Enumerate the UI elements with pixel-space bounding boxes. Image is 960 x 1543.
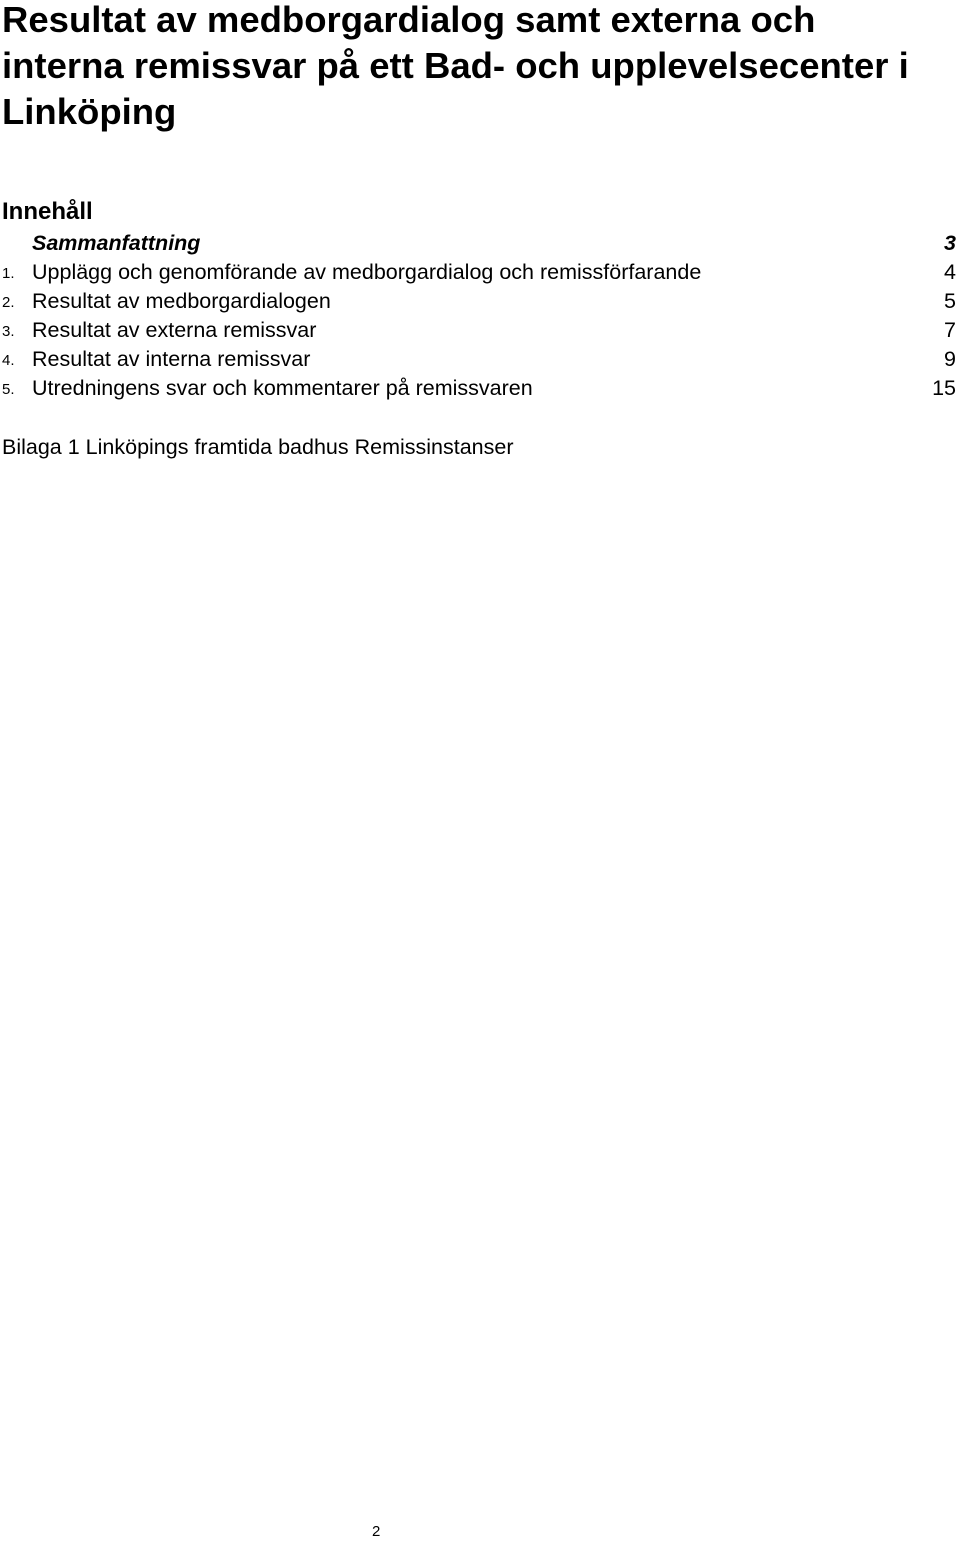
appendix-reference: Bilaga 1 Linköpings framtida badhus Remissinstanser — [2, 435, 514, 459]
toc-entry-page: 9 — [944, 347, 956, 371]
toc-entry-title: Resultat av externa remissvar — [32, 318, 317, 342]
toc-entry-2[interactable] — [0, 287, 958, 316]
toc-entry-5[interactable] — [0, 374, 958, 403]
toc-heading: Innehåll — [2, 198, 93, 225]
toc-entry-page: 5 — [944, 289, 956, 313]
toc-entry-title: Resultat av interna remissvar — [32, 347, 311, 371]
toc-entry-title: Upplägg och genomförande av medborgardialog och remissförfarande — [32, 260, 702, 284]
table-of-contents — [0, 229, 958, 403]
toc-entry-page: 4 — [944, 260, 956, 284]
toc-entry-4[interactable] — [0, 345, 958, 374]
toc-entry-summary[interactable] — [0, 229, 958, 258]
toc-entry-1[interactable] — [0, 258, 958, 287]
toc-entry-number: 5. — [2, 381, 15, 398]
toc-entry-number: 2. — [2, 294, 15, 311]
toc-entry-title: Sammanfattning — [32, 231, 201, 255]
toc-entry-title: Utredningens svar och kommentarer på remissvaren — [32, 376, 533, 400]
document-title: Resultat av medborgardialog samt externa och interna remissvar på ett Bad- och upplevelsecenter i Linköping — [2, 0, 909, 132]
toc-entry-page: 7 — [944, 318, 956, 342]
toc-entry-number: 1. — [2, 265, 15, 282]
toc-entry-page: 15 — [932, 376, 956, 400]
toc-entry-number: 3. — [2, 323, 15, 340]
toc-entry-page: 3 — [944, 231, 956, 255]
toc-entry-title: Resultat av medborgardialogen — [32, 289, 331, 313]
toc-entry-number: 4. — [2, 352, 15, 369]
toc-entry-3[interactable] — [0, 316, 958, 345]
page-number: 2 — [372, 1523, 381, 1540]
